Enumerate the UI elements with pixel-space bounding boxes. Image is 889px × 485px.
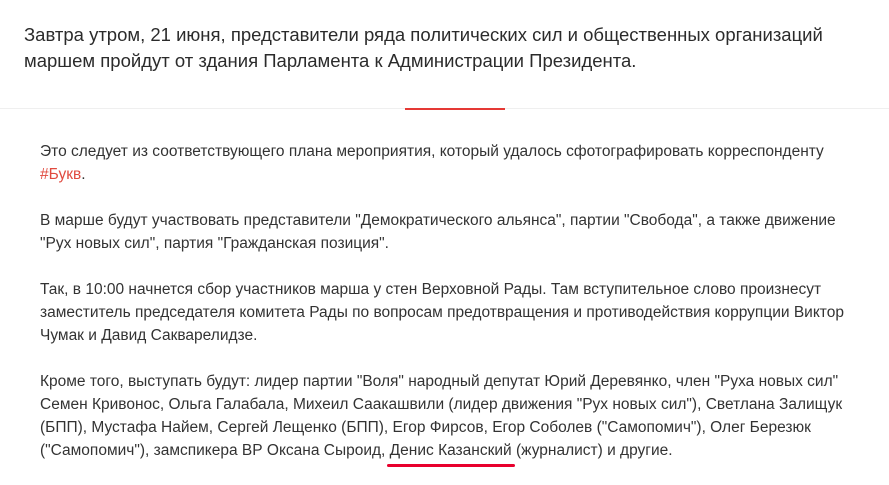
accent-divider: [405, 108, 505, 110]
paragraph-source-text: Это следует из соответствующего плана мероприятия, который удалось сфотографировать корреспонденту: [40, 143, 824, 160]
bukv-tag-link[interactable]: #Букв: [40, 166, 82, 183]
paragraph-speakers: [40, 370, 860, 462]
paragraph-source-end: .: [81, 166, 86, 183]
red-underline-mark: [387, 464, 515, 467]
paragraph-source: [40, 140, 860, 186]
article-body: [40, 140, 860, 485]
speakers-list-text: Кроме того, выступать будут: лидер партии "Воля" народный депутат Юрий Деревянко, член "Руха новых сил" Семен Кривонос, Ольга Галабала, Михеил Саакашвили (лидер движения "Рух новых сил"), Светлана Залищук (БПП), Мустафа Найем, Сергей Лещенко (БПП), Егор Фирсов, Егор Соболев ("Самопомич"), Олег Березюк ("Самопомич"), замспикера ВР Оксана Сыроид,: [40, 373, 843, 459]
highlighted-name: [390, 439, 512, 462]
highlighted-name-text: Денис Казанский: [389, 442, 512, 459]
article-lead: Завтра утром, 21 июня, представители ряда политических сил и общественных организаций маршем пройдут от здания Парламента к Администрации Президента.: [24, 24, 823, 71]
speakers-list-end: (журналист) и другие.: [511, 442, 673, 459]
paragraph-schedule: Так, в 10:00 начнется сбор участников марша у стен Верховной Рады. Там вступительное слово произнесут заместитель председателя комитета Рады по вопросам предотвращения и противодействия коррупции Виктор Чумак и Давид Сакварелидзе.: [40, 281, 844, 344]
paragraph-participants: В марше будут участвовать представители "Демократического альянса", партии "Свобода", а также движение "Рух новых сил", партия "Гражданская позиция".: [40, 212, 836, 252]
